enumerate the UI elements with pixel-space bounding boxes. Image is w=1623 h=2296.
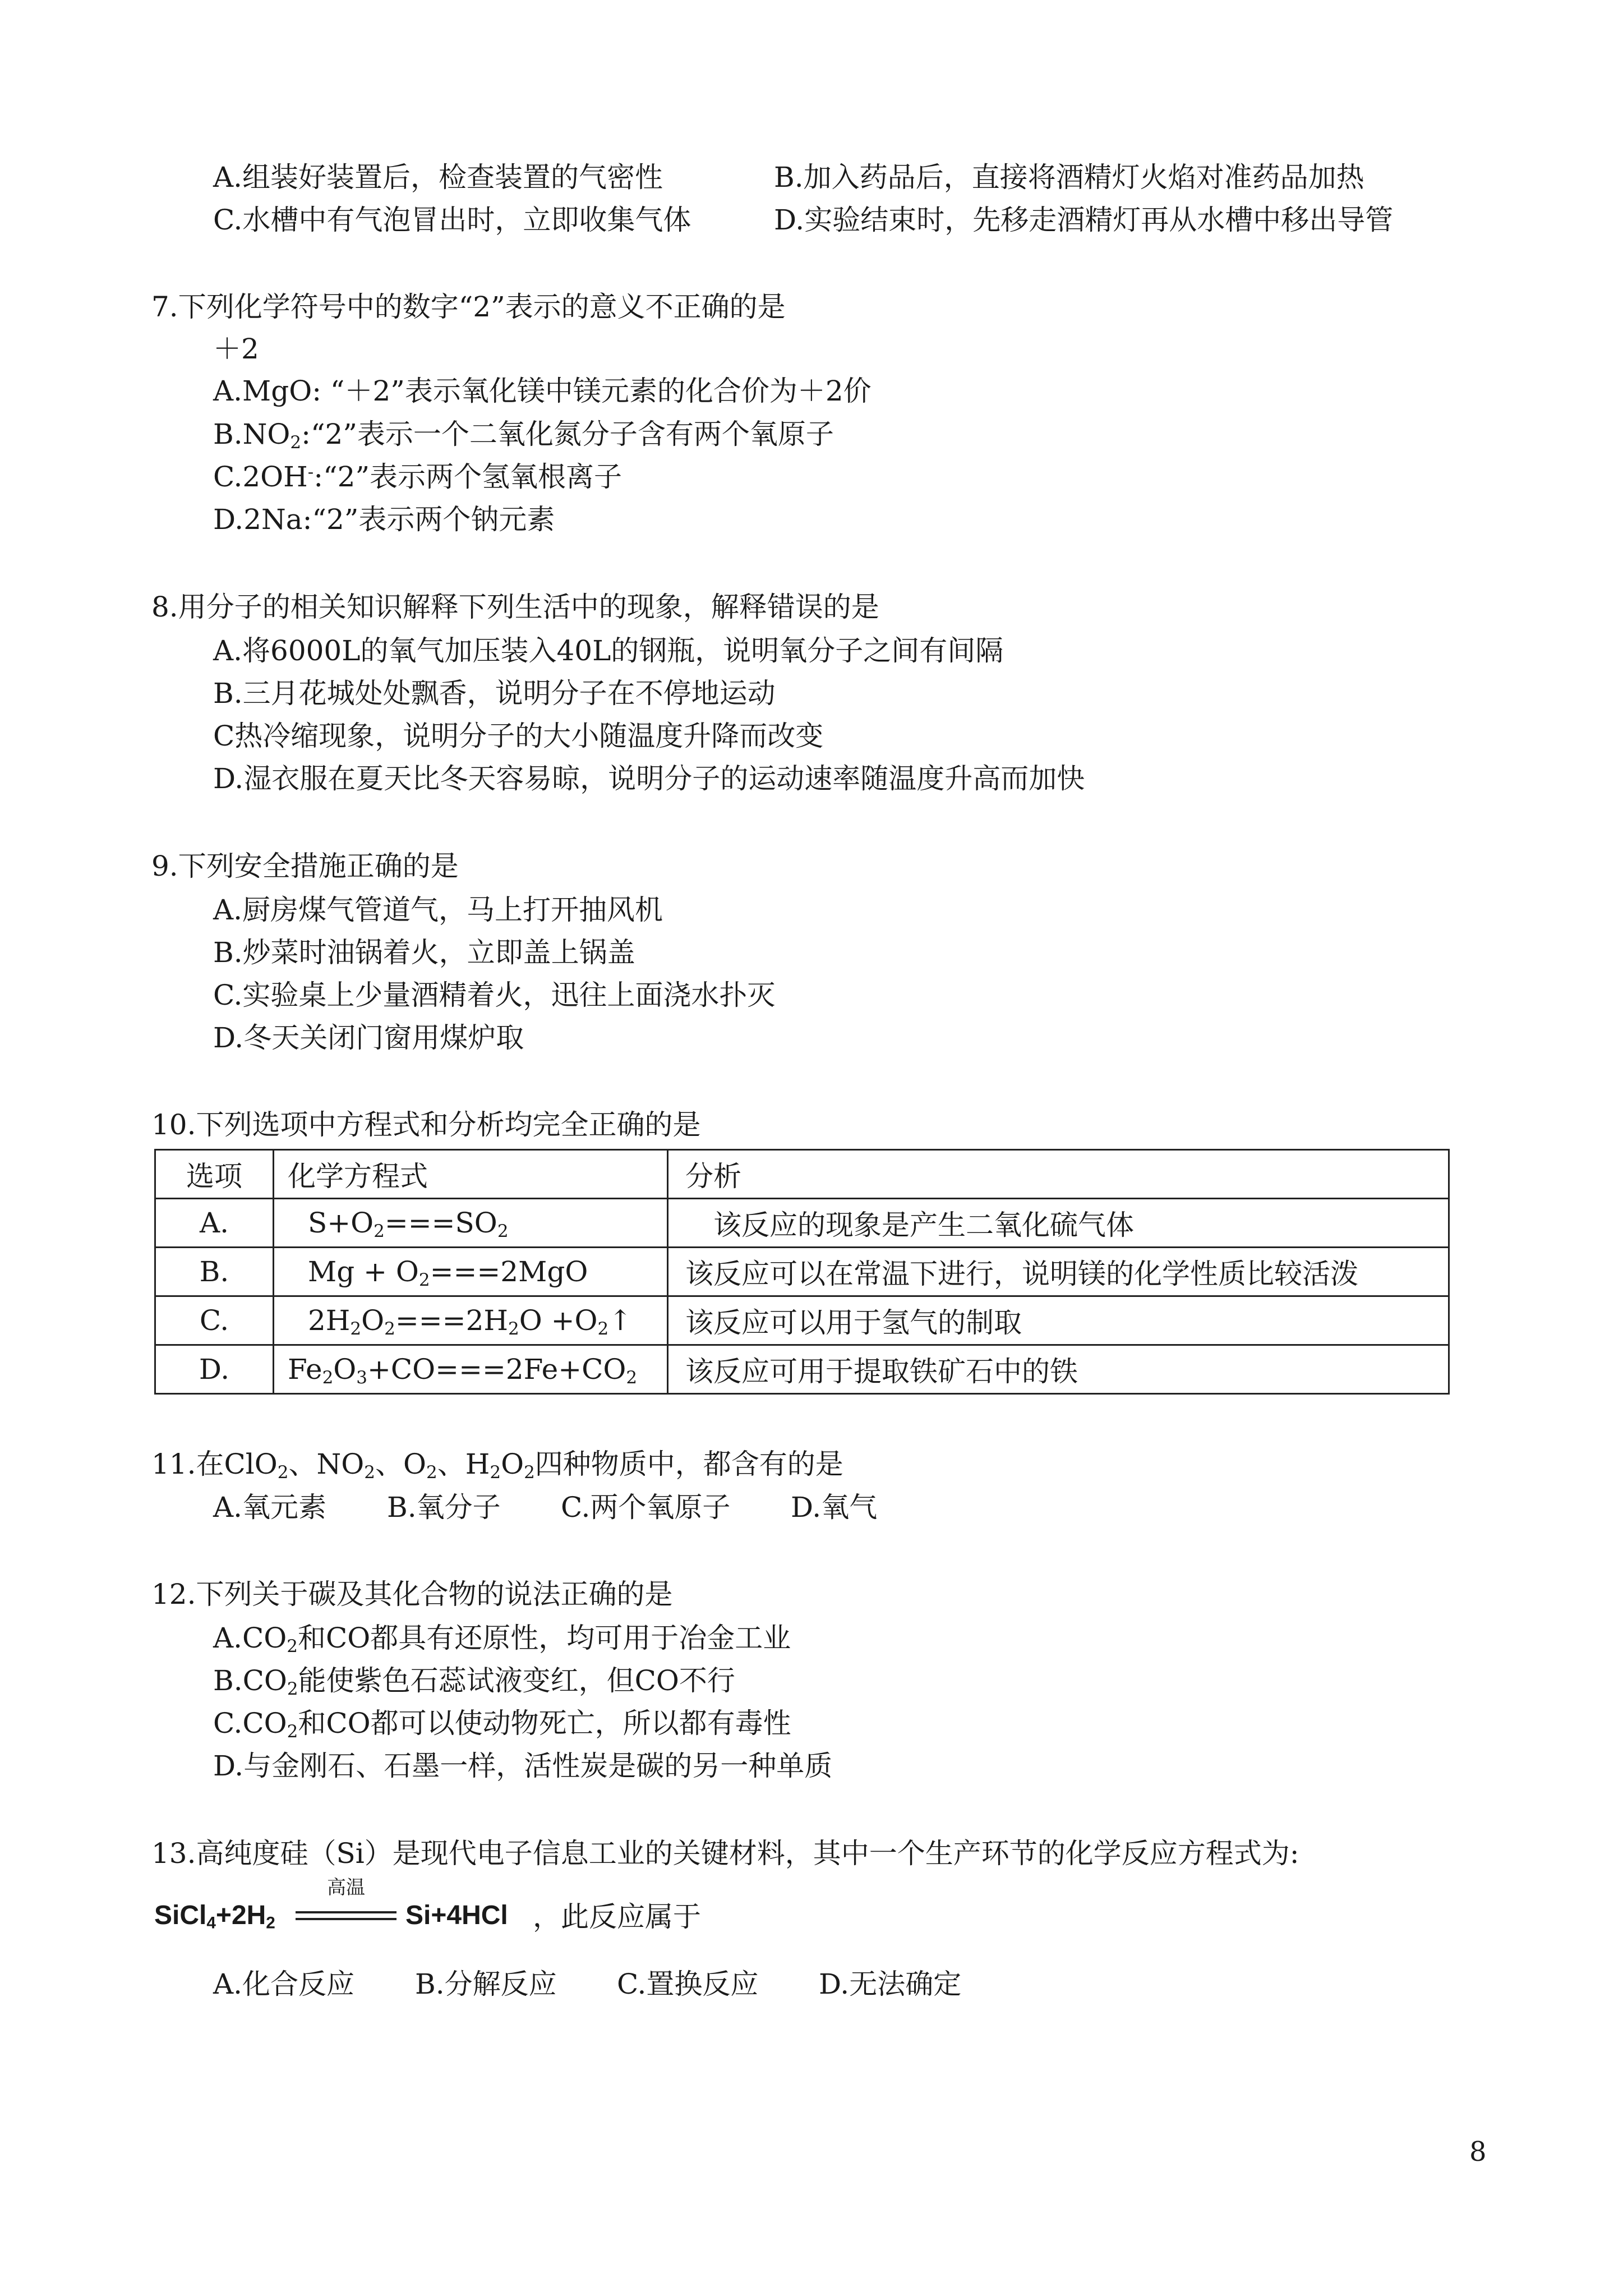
- row-option: B.: [155, 1248, 274, 1296]
- row-option: C.: [155, 1296, 274, 1345]
- q8-option-b: B.三月花城处处飘香，说明分子在不停地运动: [213, 677, 776, 710]
- q12-option-d: D.与金刚石、石墨一样，活性炭是碳的另一种单质: [213, 1750, 833, 1782]
- q7-stem: 7.下列化学符号中的数字“2”表示的意义不正确的是: [151, 291, 786, 323]
- row-analysis: 该反应的现象是产生二氧化硫气体: [668, 1199, 1449, 1248]
- q11-stem: 11.在ClO$_2$、$NO_2$、$O_2$、$H_2O_2$四种物质中，都含有的是: [151, 1448, 843, 1483]
- q13-option-c: C.置换反应: [617, 1968, 759, 2000]
- q8-stem: 8.用分子的相关知识解释下列生活中的现象，解释错误的是: [151, 591, 879, 623]
- q7-option-a: A.MgO: “＋2”表示氧化镁中镁元素的化合价为＋2价: [213, 375, 872, 407]
- row-analysis: 该反应可以用于氢气的制取: [668, 1296, 1449, 1345]
- q9-option-c: C.实验桌上少量酒精着火，迅往上面浇水扑灭: [213, 979, 776, 1011]
- table-row: [155, 1248, 1449, 1296]
- q11-option-c: C.两个氧原子: [561, 1491, 731, 1524]
- equals-bar-bottom: [296, 1918, 396, 1920]
- q12-option-b: $B.CO_2$能使紫色石蕊试液变红，但CO不行: [213, 1664, 735, 1699]
- table-header-row: [155, 1150, 1449, 1199]
- row-analysis: 该反应可以在常温下进行，说明镁的化学性质比较活泼: [668, 1248, 1449, 1296]
- equals-bar-top: [296, 1911, 396, 1913]
- q6-option-c: C.水槽中有气泡冒出时，立即收集气体: [213, 204, 691, 236]
- header-analysis: 分析: [668, 1150, 1449, 1199]
- table-row: [155, 1296, 1449, 1345]
- row-option: D.: [155, 1345, 274, 1394]
- q11-option-a: A.氧元素: [213, 1491, 327, 1524]
- q11-options: [213, 1489, 877, 1525]
- q7-option-b: $B.NO_2:“2$”表示一个二氧化氮分子含有两个氧原子: [213, 418, 834, 453]
- q9-option-a: A.厨房煤气管道气，马上打开抽风机: [213, 894, 663, 926]
- page-number: 8: [1469, 2136, 1487, 2168]
- q6-option-d: D.实验结束时，先移走酒精灯再从水槽中移出导管: [774, 204, 1394, 236]
- q10-stem: 10.下列选项中方程式和分析均完全正确的是: [151, 1108, 701, 1141]
- q7-option-c: C.2OH-:“2”表示两个氢氧根离子: [213, 461, 623, 493]
- row-equation: $Mg + O_2===2MgO$: [274, 1248, 668, 1296]
- q13-option-d: D.无法确定: [819, 1968, 962, 2000]
- q7-option-d: D.2Na:“2”表示两个钠元素: [213, 503, 555, 536]
- q9-option-b: B.炒菜时油锅着火，立即盖上锅盖: [213, 936, 635, 969]
- q12-option-a: $A.CO_2$和CO都具有还原性，均可用于冶金工业: [213, 1622, 791, 1657]
- table-row: [155, 1199, 1449, 1248]
- q8-option-c: C热冷缩现象，说明分子的大小随温度升降而改变: [213, 720, 824, 752]
- header-equation: 化学方程式: [274, 1150, 668, 1199]
- q11-option-d: D.氧气: [791, 1491, 878, 1524]
- q13-equation: [154, 1876, 715, 1938]
- row-equation: $Fe_2O_3+CO===2Fe+CO_2$: [274, 1345, 668, 1394]
- q13-stem-tail: ，此反应属于: [533, 1901, 701, 1933]
- q12-stem: 12.下列关于碳及其化合物的说法正确的是: [151, 1578, 673, 1611]
- q8-option-a: A.将6000L的氧气加压装入40L的钢瓶，说明氧分子之间有间隔: [213, 634, 1004, 667]
- q10-table: [154, 1149, 1450, 1395]
- q9-option-d: D.冬天关闭门窗用煤炉取: [213, 1022, 524, 1054]
- q13-option-a: A.化合反应: [213, 1968, 355, 2000]
- row-equation: $S+O_2===SO_2$: [274, 1199, 668, 1248]
- row-option: A.: [155, 1199, 274, 1248]
- q6-option-b: B.加入药品后，直接将酒精灯火焰对准药品加热: [774, 161, 1364, 194]
- table-row: [155, 1345, 1449, 1394]
- q12-option-c: $C.CO_2$和CO都可以使动物死亡，所以都有毒性: [213, 1707, 791, 1742]
- q9-stem: 9.下列安全措施正确的是: [151, 850, 459, 882]
- q7-valence-mark: ＋2: [213, 333, 259, 365]
- equation-reactants: $SiCl_4+2H_2$: [154, 1901, 275, 1932]
- row-equation: $2H_2O_2===2H_2O$ $+O_2↑$: [274, 1296, 668, 1345]
- equation-products: Si+4HCl: [405, 1901, 508, 1930]
- q6-option-a: A.组装好装置后，检查装置的气密性: [213, 161, 663, 194]
- header-option: 选项: [155, 1150, 274, 1199]
- reaction-condition: 高温: [327, 1877, 365, 1898]
- q11-option-b: B.氧分子: [387, 1491, 501, 1524]
- q8-option-d: D.湿衣服在夏天比冬天容易晾，说明分子的运动速率随温度升高而加快: [213, 762, 1085, 795]
- row-analysis: 该反应可用于提取铁矿石中的铁: [668, 1345, 1449, 1394]
- q13-stem: 13.高纯度硅（Si）是现代电子信息工业的关键材料，其中一个生产环节的化学反应方程式为:: [151, 1837, 1299, 1870]
- q13-option-b: B.分解反应: [415, 1968, 557, 2000]
- q13-options: [213, 1966, 961, 2002]
